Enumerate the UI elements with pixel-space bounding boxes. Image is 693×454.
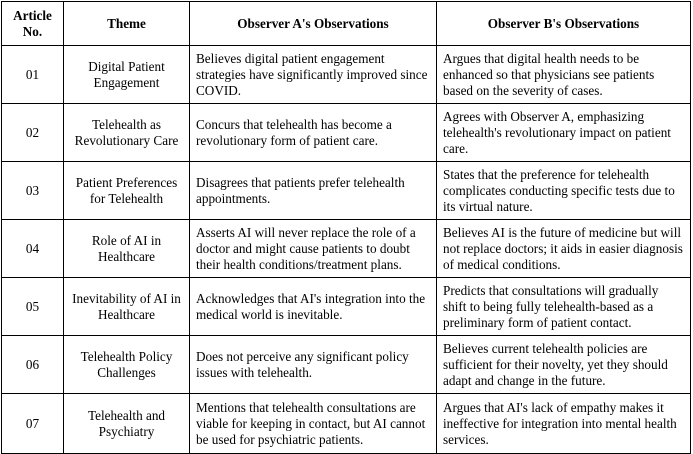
- observer-b-cell: Predicts that consultations will gradually shift to being fully telehealth-based as a preliminary form of patient contact.: [437, 278, 691, 336]
- observer-b-cell: States that the preference for telehealth complicates conducting specific tests due to its virtual nature.: [437, 162, 691, 220]
- header-theme: Theme: [64, 2, 190, 46]
- observer-a-cell: Mentions that telehealth consultations are viable for keeping in contact, but AI cannot be used for psychiatric patients.: [190, 394, 437, 454]
- article-no-cell: 02: [2, 104, 64, 162]
- theme-cell: Patient Preferences for Telehealth: [64, 162, 190, 220]
- header-row: [2, 2, 691, 46]
- table-row: [2, 278, 691, 336]
- article-no-cell: 06: [2, 336, 64, 394]
- theme-cell: Digital Patient Engagement: [64, 46, 190, 104]
- observations-table: [1, 1, 691, 454]
- table-row: [2, 220, 691, 278]
- article-no-cell: 03: [2, 162, 64, 220]
- header-observer-b: Observer B's Observations: [437, 2, 691, 46]
- observer-b-cell: Argues that AI's lack of empathy makes it ineffective for integration into mental health services.: [437, 394, 691, 454]
- observer-a-cell: Acknowledges that AI's integration into the medical world is inevitable.: [190, 278, 437, 336]
- header-observer-a: Observer A's Observations: [190, 2, 437, 46]
- theme-cell: Role of AI in Healthcare: [64, 220, 190, 278]
- article-no-cell: 05: [2, 278, 64, 336]
- table-row: [2, 394, 691, 454]
- table-row: [2, 336, 691, 394]
- article-no-cell: 04: [2, 220, 64, 278]
- theme-cell: Telehealth and Psychiatry: [64, 394, 190, 454]
- theme-cell: Telehealth Policy Challenges: [64, 336, 190, 394]
- observer-a-cell: Concurs that telehealth has become a revolutionary form of patient care.: [190, 104, 437, 162]
- observer-b-cell: Believes current telehealth policies are sufficient for their novelty, yet they should adapt and change in the future.: [437, 336, 691, 394]
- observer-a-cell: Believes digital patient engagement strategies have significantly improved since COVID.: [190, 46, 437, 104]
- observer-a-cell: Disagrees that patients prefer telehealth appointments.: [190, 162, 437, 220]
- observer-a-cell: Does not perceive any significant policy issues with telehealth.: [190, 336, 437, 394]
- observer-a-cell: Asserts AI will never replace the role of a doctor and might cause patients to doubt their health conditions/treatment plans.: [190, 220, 437, 278]
- table-row: [2, 104, 691, 162]
- header-article-no: Article No.: [2, 2, 64, 46]
- theme-cell: Inevitability of AI in Healthcare: [64, 278, 190, 336]
- table-row: [2, 46, 691, 104]
- article-no-cell: 07: [2, 394, 64, 454]
- observer-b-cell: Argues that digital health needs to be enhanced so that physicians see patients based on the severity of cases.: [437, 46, 691, 104]
- theme-cell: Telehealth as Revolutionary Care: [64, 104, 190, 162]
- article-no-cell: 01: [2, 46, 64, 104]
- table-row: [2, 162, 691, 220]
- observer-b-cell: Believes AI is the future of medicine but will not replace doctors; it aids in easier diagnosis of medical conditions.: [437, 220, 691, 278]
- observer-b-cell: Agrees with Observer A, emphasizing telehealth's revolutionary impact on patient care.: [437, 104, 691, 162]
